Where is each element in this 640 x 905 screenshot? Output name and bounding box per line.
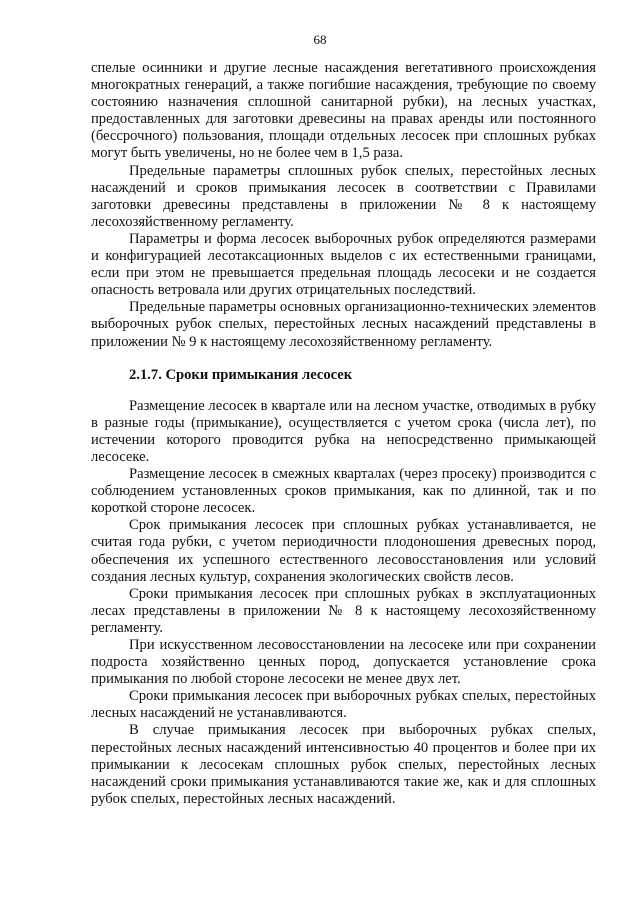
paragraph: Предельные параметры основных организационно-технических элементов выборочных рубок спелых, перестойных лесных насаждений представлены в приложении № 9 к настоящему лесохозяйственному регламенту. <box>91 299 596 350</box>
paragraph: Предельные параметры сплошных рубок спелых, перестойных лесных насаждений и сроков примыкания лесосек в соответствии с Правилами заготовки древесины представлены в приложении № 8 к настоящему лесохозяйственному регламенту. <box>91 162 596 230</box>
page-number: 68 <box>313 32 327 47</box>
paragraph: Сроки примыкания лесосек при выборочных рубках спелых, перестойных лесных насаждений не устанавливаются. <box>91 688 596 722</box>
paragraph-continuation: спелые осинники и другие лесные насаждения вегетативного происхождения многократных генераций, а также погибшие насаждения, требующие по своему состоянию назначения сплошной санитарной рубки), на лесных участках, предоставленных для заготовки древесины на правах аренды или постоянного (бессрочного) пользования, площади отдельных лесосек при сплошных рубках могут быть увеличены, но не более чем в 1,5 раза. <box>91 60 596 162</box>
paragraph: Сроки примыкания лесосек при сплошных рубках в эксплуатационных лесах представлены в приложении № 8 к настоящему лесохозяйственному регламенту. <box>91 585 596 636</box>
paragraph: Срок примыкания лесосек при сплошных рубках устанавливается, не считая года рубки, с учетом периодичности плодоношения древесных пород, обеспечения их успешного естественного лесовосстановления или условий создания лесных культур, сохранения экологических свойств лесов. <box>91 517 596 585</box>
paragraph: Размещение лесосек в смежных кварталах (через просеку) производится с соблюдением установленных сроков примыкания, как по длинной, так и по короткой стороне лесосек. <box>91 466 596 517</box>
paragraph: Параметры и форма лесосек выборочных рубок определяются размерами и конфигурацией лесотаксационных выделов с их естественными границами, если при этом не превышается предельная площадь лесосеки и не создается опасность ветровала или других отрицательных последствий. <box>91 230 596 299</box>
paragraph: Размещение лесосек в квартале или на лесном участке, отводимых в рубку в разные годы (примыкание), осуществляется с учетом срока (числа лет), по истечении которого проводится рубка на непосредственно примыкающей лесосеке. <box>91 397 596 465</box>
paragraph: В случае примыкания лесосек при выборочных рубках спелых, перестойных лесных насаждений интенсивностью 40 процентов и более при их примыкании к лесосекам сплошных рубок спелых, перестойных лесных насаждений сроки примыкания устанавливаются такие же, как и для сплошных рубок спелых, перестойных лесных насаждений. <box>91 722 596 807</box>
body-text <box>91 60 596 808</box>
section-heading: 2.1.7. Сроки примыкания лесосек <box>129 366 353 383</box>
paragraph: При искусственном лесовосстановлении на лесосеке или при сохранении подроста хозяйственно ценных пород, допускается установление срока примыкания по любой стороне лесосеки не менее двух лет. <box>91 637 596 688</box>
